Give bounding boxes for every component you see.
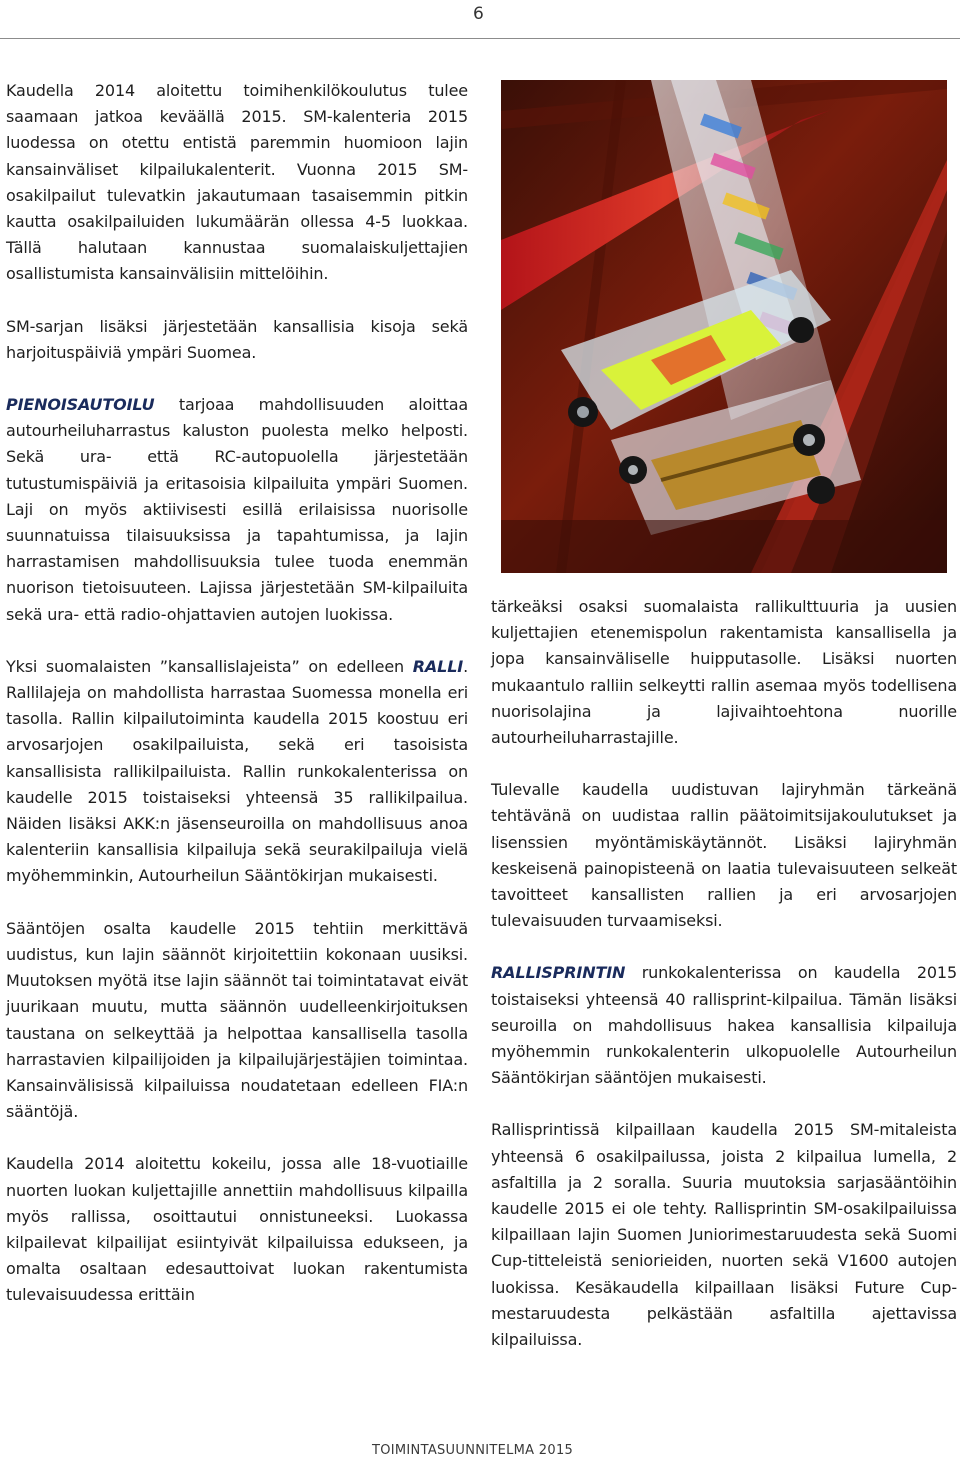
paragraph-ralli: Yksi suomalaisten ”kansallislajeista” on edelleen RALLI. Rallilajeja on mahdollista harrastaa Suomessa monella eri tasolla. Rallin kilpailutoiminta kaudella 2015 koostuu eri arvosarjojen osakilpailuista, sekä eri tasoisista kansallisista rallikilpailuista. Rallin runkokalenterissa on kaudelle 2015 toistaiseksi yhteensä 35 rallikilpailua. Näiden lisäksi AKK:n jäsenseuroilla on mahdollisuus anoa kalenteriin kansallisia kilpailuja sekä seurakilpailuja vielä myöhemminkin, Autourheilun Sääntökirjan mukaisesti.: [6, 656, 468, 886]
page-number: 6: [473, 4, 484, 24]
paragraph: SM-sarjan lisäksi järjestetään kansallisia kisoja sekä harjoituspäiviä ympäri Suomea.: [6, 316, 468, 362]
paragraph-rallisprintti: RALLISPRINTIN runkokalenterissa on kaudella 2015 toistaiseksi yhteensä 40 rallisprint-kilpailua. Tämän lisäksi seuroilla on mahdollisuus hakea kansallisia kilpailuja myöhemmin runkokalenterin ulkopuolelle Autourheilun Sääntökirjan sääntöjen mukaisesti.: [491, 963, 957, 1088]
footer-title: TOIMINTASUUNNITELMA 2015: [372, 1443, 574, 1458]
left-column: [6, 78, 468, 1309]
paragraph-pienoisautoilu: PIENOISAUTOILU tarjoaa mahdollisuuden aloittaa autourheiluharrastus kaluston puolesta melko helposti. Sekä ura- että RC-autopuolella järjestetään tutustumispäiviä ja eritasoisia kilpailuita ympäri Suomen. Laji on myös aktiivisesti esillä erilaisissa nuorisolle suunnatuissa tilaisuuksissa ja tapahtumissa, ja lajin harrastamisen mahdollisuuksia tulee tuoda enemmän nuorison tietoisuuteen. Lajissa järjestetään SM-kilpailuita sekä ura- että radio-ohjattavien autojen luokissa.: [6, 395, 468, 624]
keyword-ralli: RALLI: [412, 656, 464, 676]
paragraph: Kaudella 2014 aloitettu kokeilu, jossa alle 18-vuotiaille nuorten luokan kuljettajille annettiin mahdollisuus kilpailla myös rallissa, osoittautui onnistuneeksi. Luokassa kilpailevat kilpailijat esiintyivät kilpailuissa edukseen, ja omalta osaltaan edesauttoivat luokan rakentumista tulevaisuudessa erittäin: [6, 1154, 468, 1305]
header-divider: [0, 38, 960, 39]
paragraph: Kaudella 2014 aloitettu toimihenkilökoulutus tulee saamaan jatkoa keväällä 2015. SM-kalenteria 2015 luodessa on otettu entistä paremmin huomioon lajin kansainväliset kilpailukalenterit. Vuonna 2015 SM-osakilpailut tulevatkin jakautumaan tasaisemmin pitkin kautta osakilpailuiden lukumäärän ollessa 4-5 luokkaa. Tällä halutaan kannustaa suomalaiskuljettajien osallistumista kansainvälisiin mittelöihin.: [6, 81, 468, 284]
slot-car-photo: [501, 80, 947, 573]
paragraph: Sääntöjen osalta kaudelle 2015 tehtiin merkittävä uudistus, kun lajin säännöt kirjoitettiin kokonaan uusiksi. Muutoksen myötä itse lajin säännöt tai toimintatavat eivät juurikaan muutu, mutta säännön uudelleenkirjoituksen taustana on selkeyttää ja helpottaa kansallisella tasolla harrastavien kilpailijoiden ja kilpailujärjestäjien toimintaa. Kansainvälisissä kilpailuissa noudatetaan edelleen FIA:n sääntöjä.: [6, 918, 468, 1122]
right-column: [491, 594, 957, 1353]
keyword-pienoisautoilu: PIENOISAUTOILU: [6, 395, 155, 415]
slot-car-illustration: [501, 80, 947, 573]
paragraph: Rallisprintissä kilpaillaan kaudella 2015 SM-mitaleista yhteensä 6 osakilpailussa, joista 2 kilpailua lumella, 2 asfaltilla ja 2 soralla. Suuria muutoksia sarjasääntöihin kaudelle 2015 ei ole tehty. Rallisprintin SM-osakilpailuissa kilpaillaan lajin Suomen Juniorimestaruudesta sekä Suomi Cup-titteleistä seniorieiden, nuorten sekä V1600 autojen luokissa. Kesäkaudella kilpaillaan lisäksi Future Cup-mestaruudesta pelkästään asfaltilla ajettavissa kilpailuissa.: [491, 1120, 957, 1350]
paragraph: tärkeäksi osaksi suomalaista rallikulttuuria ja uusien kuljettajien etenemispolun rakentamista kansallisella ja jopa kansainväliselle huipputasolle. Lisäksi nuorten mukaantulo ralliin selkeytti rallin asemaa myös todellisena nuorisolajina ja lajivaihtoehtona nuorille autourheiluharrastajille.: [491, 597, 957, 748]
keyword-rallisprintti: RALLISPRINTIN: [491, 963, 626, 983]
paragraph: Tulevalle kaudella uudistuvan lajiryhmän tärkeänä tehtävänä on uudistaa rallin päätoimitsijakoulutukset ja lisenssien myöntämiskäytännöt. Lisäksi lajiryhmän keskeisenä painopisteenä on laatia tulevaisuuteen selkeät tavoitteet kansallisten rallien ja eri arvosarjojen tulevaisuuden turvaamiseksi.: [491, 780, 957, 931]
